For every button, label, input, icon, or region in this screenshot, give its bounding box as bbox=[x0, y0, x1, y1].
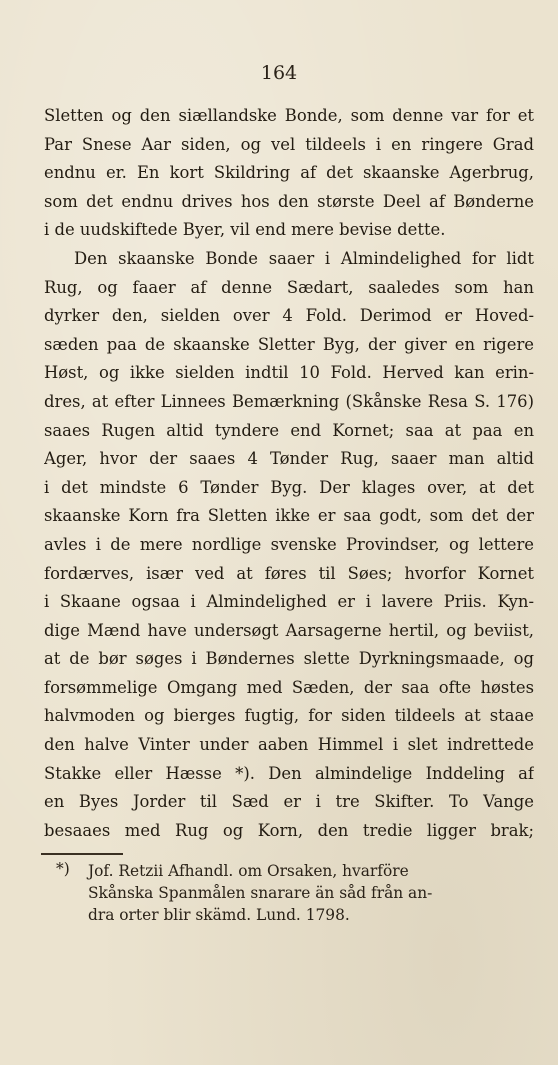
text-line: i det mindste 6 Tønder Byg. Der klages over, at det bbox=[44, 477, 534, 497]
text-line: Ager, hvor der saaes 4 Tønder Rug, saaer man altid bbox=[44, 449, 534, 469]
footnote-line: dra orter blir skämd. Lund. 1798. bbox=[88, 906, 350, 924]
text-line: en Byes Jorder til Sæd er i tre Skifter. To Vange bbox=[44, 792, 534, 812]
text-line: fordærves, især ved at føres til Søes; hvorfor Kornet bbox=[44, 563, 534, 583]
text-line: den halve Vinter under aaben Himmel i slet indrettede bbox=[44, 735, 534, 755]
text-line: Den skaanske Bonde saaer i Almindelighed for lidt bbox=[74, 248, 534, 268]
text-line: sæden paa de skaanske Sletter Byg, der giver en rigere bbox=[44, 334, 534, 354]
text-line: dyrker den, sielden over 4 Fold. Derimod er Hoved- bbox=[44, 306, 534, 326]
text-line: forsømmelige Omgang med Sæden, der saa ofte høstes bbox=[44, 677, 534, 697]
text-line: besaaes med Rug og Korn, den tredie ligger brak; bbox=[44, 820, 534, 840]
text-line: skaanske Korn fra Sletten ikke er saa godt, som det der bbox=[44, 506, 534, 526]
page-number: 164 bbox=[260, 62, 298, 84]
text-line: Høst, og ikke sielden indtil 10 Fold. Herved kan erin- bbox=[44, 363, 534, 383]
text-line: saaes Rugen altid tyndere end Kornet; saa at paa en bbox=[44, 420, 534, 440]
text-line: Rug, og faaer af denne Sædart, saaledes som han bbox=[44, 277, 534, 297]
body-text bbox=[44, 102, 534, 845]
text-line: som det endnu drives hos den største Deel af Bønderne bbox=[44, 191, 534, 211]
text-line: halvmoden og bierges fugtig, for siden tildeels at staae bbox=[44, 706, 534, 726]
text-line: dres, at efter Linnees Bemærkning (Skånske Resa S. 176) bbox=[44, 391, 534, 411]
text-line: endnu er. En kort Skildring af det skaanske Agerbrug, bbox=[44, 163, 534, 183]
footnote-marker: *) bbox=[56, 860, 70, 878]
text-line: Par Snese Aar siden, og vel tildeels i en ringere Grad bbox=[44, 134, 534, 154]
text-line: Stakke eller Hæsse *). Den almindelige Inddeling af bbox=[44, 763, 534, 783]
footnote-line: Skånska Spanmålen snarare än såd från an- bbox=[88, 884, 433, 902]
text-line: avles i de mere nordlige svenske Provindser, og lettere bbox=[44, 534, 534, 554]
text-line: dige Mænd have undersøgt Aarsagerne hertil, og beviist, bbox=[44, 620, 534, 640]
text-line: Sletten og den siællandske Bonde, som denne var for et bbox=[44, 106, 534, 125]
footnote bbox=[56, 860, 538, 926]
text-line: i Skaane ogsaa i Almindelighed er i lavere Priis. Kyn- bbox=[44, 592, 534, 612]
text-line: at de bør søges i Bøndernes slette Dyrkningsmaade, og bbox=[44, 649, 534, 669]
footnote-line: Jof. Retzii Afhandl. om Orsaken, hvarföre bbox=[88, 862, 409, 880]
text-line: i de uudskiftede Byer, vil end mere bevise dette. bbox=[44, 220, 446, 240]
footnote-divider bbox=[41, 853, 123, 855]
